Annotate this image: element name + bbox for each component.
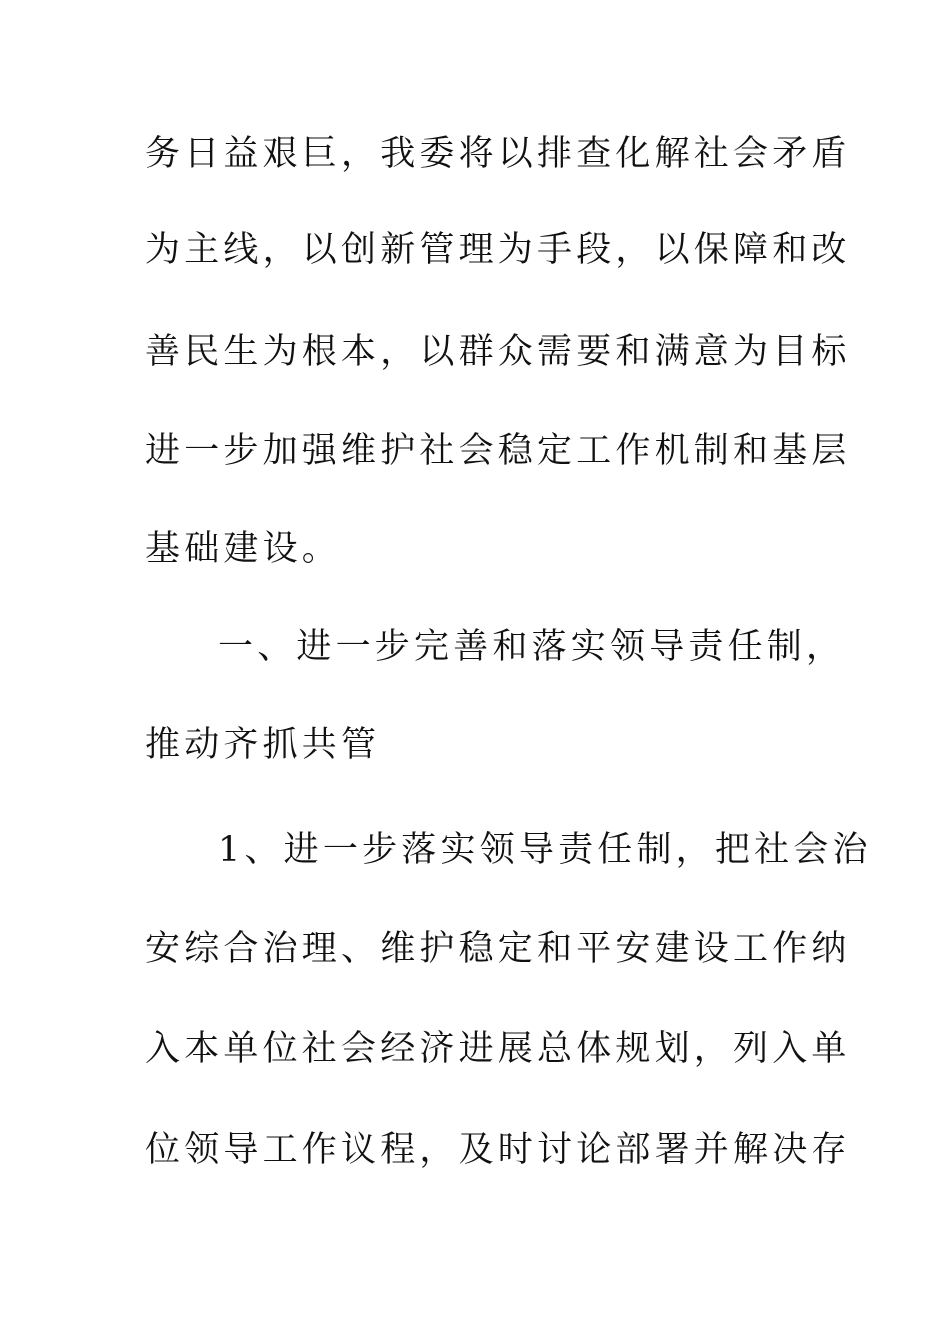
section-heading-line: 一、进一步完善和落实领导责任制， <box>218 627 846 667</box>
body-text-line: 为主线，以创新管理为手段，以保障和改 <box>145 230 851 270</box>
section-heading-line: 推动齐抓共管 <box>145 725 381 765</box>
body-text-line: 位领导工作议程，及时讨论部署并解决存 <box>145 1130 851 1170</box>
body-text-line: 务日益艰巨，我委将以排查化解社会矛盾 <box>145 134 851 174</box>
body-text-line: 1、进一步落实领导责任制，把社会治 <box>218 830 872 870</box>
body-text-line: 安综合治理、维护稳定和平安建设工作纳 <box>145 929 851 969</box>
body-text-line: 基础建设。 <box>145 529 342 569</box>
body-text-line: 进一步加强维护社会稳定工作机制和基层 <box>145 431 851 471</box>
body-text-line: 善民生为根本，以群众需要和满意为目标 <box>145 332 851 372</box>
body-text-line: 入本单位社会经济进展总体规划，列入单 <box>145 1029 851 1069</box>
